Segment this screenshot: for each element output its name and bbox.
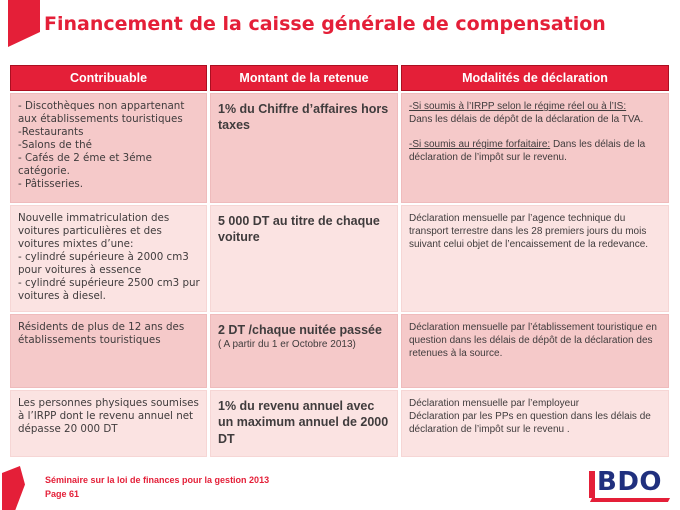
cell-montant	[210, 93, 398, 203]
list-item: Les personnes physiques soumises à l’IRPP dont le revenu annuel net dépasse 20 000 DT	[18, 397, 199, 435]
column-header-contribuable: Contribuable	[10, 65, 207, 91]
modalites-text: Dans les délais de la déclaration de l’impôt sur le revenu.	[409, 139, 646, 163]
cell-contribuable	[10, 390, 207, 457]
montant-note: ( A partir du 1 er Octobre 2013)	[218, 339, 356, 351]
cell-modalites	[401, 205, 669, 312]
cell-contribuable	[10, 314, 207, 388]
modalites-text: Dans les délais de dépôt de la déclaration de la TVA.	[409, 114, 644, 125]
corner-flag-icon	[8, 0, 40, 47]
page-title: Financement de la caisse générale de compensation	[44, 13, 606, 35]
footer-page-number: Page 61	[45, 488, 80, 499]
list-item: -Salons de thé	[18, 138, 92, 151]
bdo-logo-underline-icon	[590, 498, 670, 502]
modalites-text: Déclaration par les PPs en question dans les délais de déclaration de l’impôt sur le revenu .	[409, 411, 651, 435]
montant-value: 1% du Chiffre d’affaires hors taxes	[218, 102, 389, 133]
modalites-text: Déclaration mensuelle par l’employeur	[409, 398, 580, 409]
cell-contribuable	[10, 93, 207, 203]
compensation-table	[7, 63, 672, 459]
list-item: - Cafés de 2 éme et 3éme catégorie.	[18, 151, 152, 177]
cell-modalites	[401, 93, 669, 203]
montant-value: 2 DT /chaque nuitée passée	[218, 323, 382, 337]
modalites-text: Déclaration mensuelle par l’agence technique du transport terrestre dans les 28 premiers jours du mois suivant celui objet de l’encaissement de la redevance.	[409, 213, 649, 250]
cell-montant	[210, 390, 398, 457]
cell-modalites	[401, 314, 669, 388]
bdo-logo-vertical-bar-icon	[589, 471, 595, 498]
cell-modalites	[401, 390, 669, 457]
footer-seminar-label: Séminaire sur la loi de finances pour la gestion 2013	[45, 475, 270, 485]
table-row	[10, 93, 669, 203]
list-item: -Restaurants	[18, 125, 84, 138]
table-row	[10, 205, 669, 312]
list-item: - cylindré supérieure à 2000 cm3 pour voitures à essence	[18, 250, 189, 276]
bdo-logo-text: BDO	[597, 467, 663, 497]
list-item: - Pâtisseries.	[18, 177, 84, 190]
paragraph-spacer	[409, 126, 662, 138]
table-row	[10, 390, 669, 457]
cell-montant	[210, 314, 398, 388]
column-header-montant: Montant de la retenue	[210, 65, 398, 91]
list-item: Nouvelle immatriculation des voitures particulières et des voitures mixtes d’une:	[18, 212, 170, 250]
footer-sail-icon	[2, 466, 25, 510]
list-item: - cylindré supérieure 2500 cm3 pur voitures à diesel.	[18, 276, 200, 302]
modalites-lead-underlined: -Si soumis au régime forfaitaire:	[409, 139, 551, 150]
table-row	[10, 314, 669, 388]
modalites-lead-underlined: -Si soumis à l’IRPP selon le régime réel ou à l’IS:	[409, 101, 627, 112]
table-header-row	[10, 65, 669, 91]
montant-value: 5 000 DT au titre de chaque voiture	[218, 214, 380, 245]
bdo-logo	[589, 468, 673, 505]
montant-value: 1% du revenu annuel avec un maximum annuel de 2000 DT	[218, 399, 389, 446]
list-item: Résidents de plus de 12 ans des établissements touristiques	[18, 321, 185, 346]
cell-montant	[210, 205, 398, 312]
modalites-paragraph	[409, 138, 662, 164]
cell-contribuable	[10, 205, 207, 312]
footer	[45, 474, 269, 501]
column-header-modalites: Modalités de déclaration	[401, 65, 669, 91]
modalites-text: Déclaration mensuelle par l’établissement touristique en question dans les délais de dépôt de la déclaration des retenues à la source.	[409, 322, 657, 359]
list-item: - Discothèques non appartenant aux établissements touristiques	[18, 100, 185, 125]
